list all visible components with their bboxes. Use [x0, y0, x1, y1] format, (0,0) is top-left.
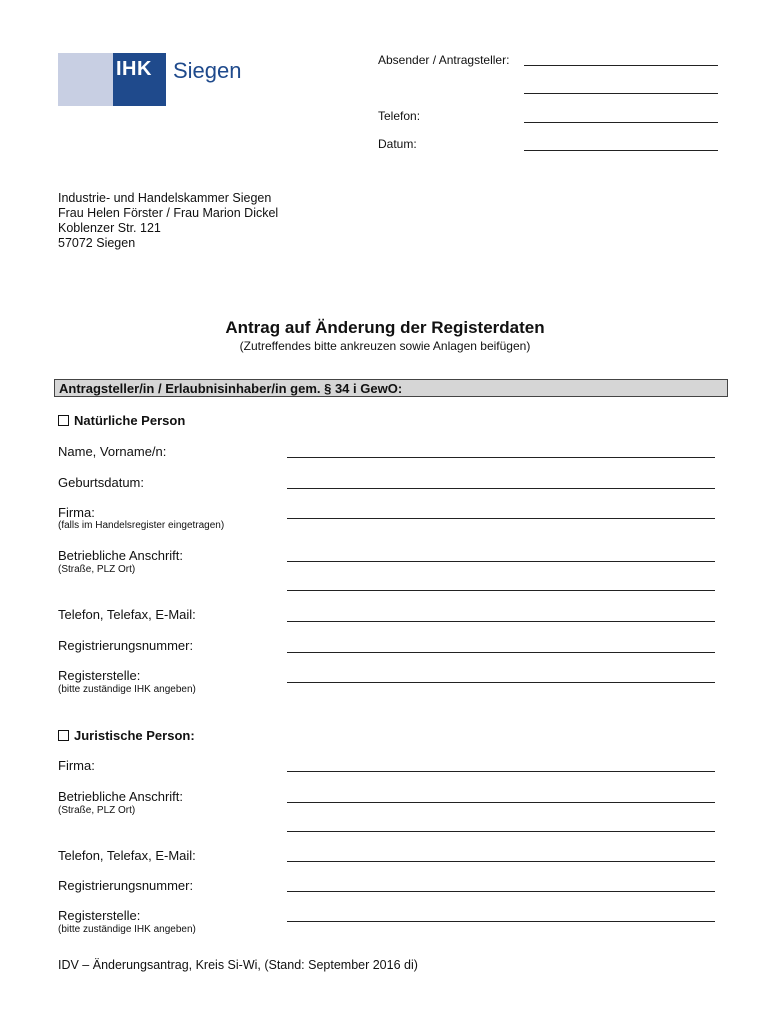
- company-hint: (falls im Handelsregister eingetragen): [58, 520, 225, 531]
- registry-hint: (bitte zuständige IHK angeben): [58, 684, 196, 695]
- page-footer: IDV – Änderungsantrag, Kreis Si-Wi, (Stand: September 2016 di): [58, 958, 418, 972]
- document-subtitle: (Zutreffendes bitte ankreuzen sowie Anlagen beifügen): [239, 339, 531, 353]
- company-field[interactable]: [287, 517, 715, 519]
- reg-number-label: Registrierungsnummer:: [58, 638, 194, 653]
- legal-registry-hint: (bitte zuständige IHK angeben): [58, 924, 196, 935]
- legal-contact-field[interactable]: [287, 860, 715, 862]
- legal-reg-number-label: Registrierungsnummer:: [58, 878, 194, 893]
- address-line: Industrie- und Handelskammer Siegen: [58, 191, 272, 205]
- legal-address-field-1[interactable]: [287, 801, 715, 803]
- sender-label: Absender / Antragsteller:: [378, 53, 510, 67]
- birthdate-label: Geburtsdatum:: [58, 475, 144, 490]
- phone-label: Telefon:: [378, 109, 421, 123]
- address-hint: (Straße, PLZ Ort): [58, 564, 136, 575]
- address-line: Koblenzer Str. 121: [58, 221, 161, 235]
- company-label: Firma:: [58, 505, 95, 520]
- address-field-1[interactable]: [287, 560, 715, 562]
- address-label: Betriebliche Anschrift:: [58, 548, 184, 563]
- name-field[interactable]: [287, 456, 715, 458]
- sender-line-1[interactable]: [524, 64, 718, 66]
- legal-person-title: Juristische Person:: [74, 728, 195, 743]
- birthdate-field[interactable]: [287, 487, 715, 489]
- document-title: Antrag auf Änderung der Registerdaten: [225, 318, 545, 337]
- name-label: Name, Vorname/n:: [58, 444, 167, 459]
- contact-field[interactable]: [287, 620, 715, 622]
- registry-field[interactable]: [287, 681, 715, 683]
- legal-reg-number-field[interactable]: [287, 890, 715, 892]
- section-header: Antragsteller/in / Erlaubnisinhaber/in gem. § 34 i GewO:: [54, 379, 728, 397]
- legal-address-field-2[interactable]: [287, 830, 715, 832]
- legal-registry-label: Registerstelle:: [58, 908, 141, 923]
- natural-person-title: Natürliche Person: [74, 413, 186, 428]
- checkbox-icon[interactable]: [58, 730, 69, 741]
- address-line: 57072 Siegen: [58, 236, 136, 250]
- legal-registry-field[interactable]: [287, 920, 715, 922]
- legal-company-label: Firma:: [58, 758, 95, 773]
- logo-city: Siegen: [173, 58, 242, 83]
- legal-address-label: Betriebliche Anschrift:: [58, 789, 184, 804]
- legal-contact-label: Telefon, Telefax, E-Mail:: [58, 848, 196, 863]
- logo-brand: IHK: [116, 58, 152, 80]
- reg-number-field[interactable]: [287, 651, 715, 653]
- checkbox-icon[interactable]: [58, 415, 69, 426]
- address-line: Frau Helen Förster / Frau Marion Dickel: [58, 206, 279, 220]
- legal-company-field[interactable]: [287, 770, 715, 772]
- sender-line-2[interactable]: [524, 92, 718, 94]
- recipient-address: [58, 191, 278, 251]
- date-label: Datum:: [378, 137, 417, 151]
- address-field-2[interactable]: [287, 589, 715, 591]
- natural-person-option[interactable]: [58, 413, 185, 428]
- legal-person-option[interactable]: [58, 728, 195, 743]
- date-line[interactable]: [524, 149, 718, 151]
- registry-label: Registerstelle:: [58, 668, 141, 683]
- contact-label: Telefon, Telefax, E-Mail:: [58, 607, 196, 622]
- phone-line[interactable]: [524, 121, 718, 123]
- legal-address-hint: (Straße, PLZ Ort): [58, 805, 136, 816]
